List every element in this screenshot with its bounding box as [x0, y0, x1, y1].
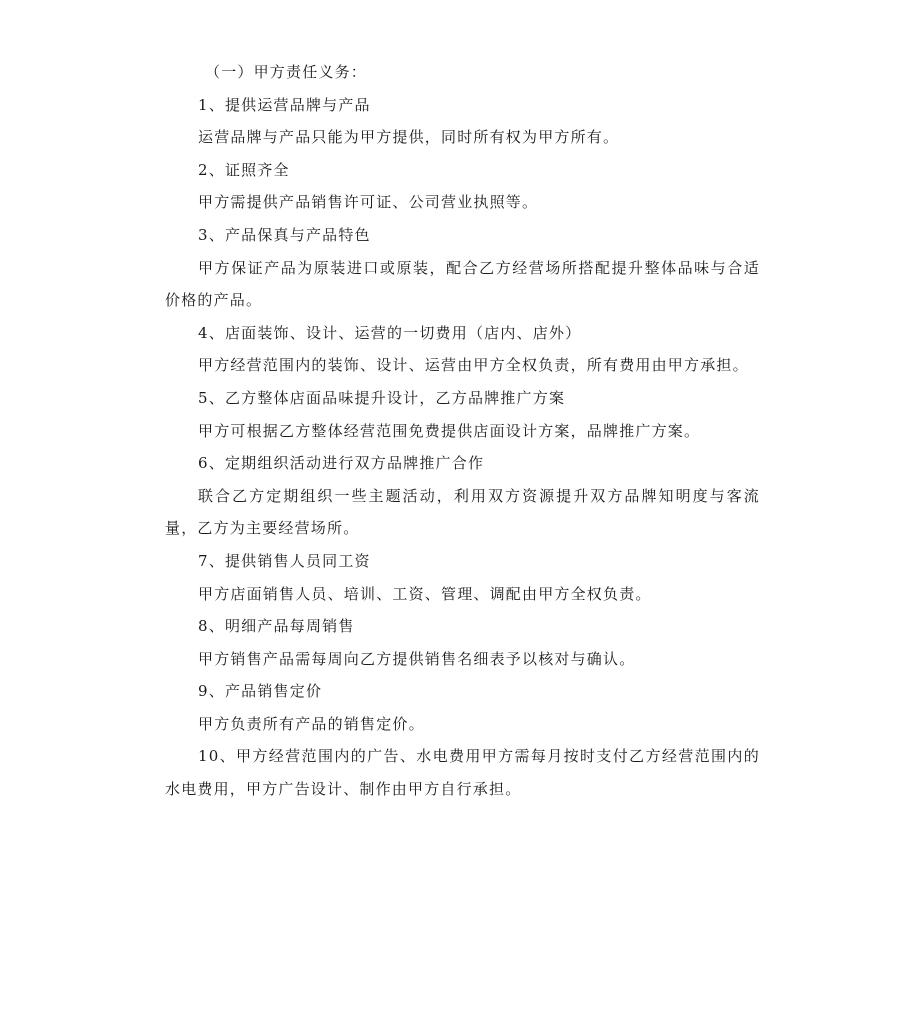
item-body-3: 甲方保证产品为原装进口或原装，配合乙方经营场所搭配提升整体品味与合适价格的产品。 [165, 258, 760, 310]
item-body-9: 甲方负责所有产品的销售定价。 [198, 714, 425, 733]
item-heading-7: 7、提供销售人员同工资 [198, 551, 371, 570]
item-body-6: 联合乙方定期组织一些主题活动，利用双方资源提升双方品牌知明度与客流量，乙方为主要经营场所。 [165, 486, 760, 538]
item-body-8: 甲方销售产品需每周向乙方提供销售名细表予以核对与确认。 [198, 649, 636, 668]
document-body [165, 56, 760, 806]
item-heading-10: 10、甲方经营范围内的广告、水电费用甲方需每月按时支付乙方经营范围内的水电费用，甲方广告设计、制作由甲方自行承担。 [165, 747, 760, 799]
item-heading-5: 5、乙方整体店面品味提升设计，乙方品牌推广方案 [198, 388, 566, 407]
item-heading-6: 6、定期组织活动进行双方品牌推广合作 [198, 454, 485, 473]
item-body-4: 甲方经营范围内的装饰、设计、运营由甲方全权负责，所有费用由甲方承担。 [198, 356, 749, 375]
item-body-1: 运营品牌与产品只能为甲方提供，同时所有权为甲方所有。 [198, 128, 620, 147]
item-heading-4: 4、店面装饰、设计、运营的一切费用（店内、店外） [198, 323, 582, 342]
item-heading-1: 1、提供运营品牌与产品 [198, 95, 371, 114]
item-body-5: 甲方可根据乙方整体经营范围免费提供店面设计方案，品牌推广方案。 [198, 421, 701, 440]
item-heading-2: 2、证照齐全 [198, 160, 290, 179]
item-heading-8: 8、明细产品每周销售 [198, 617, 355, 636]
item-heading-9: 9、产品销售定价 [198, 682, 323, 701]
item-body-2: 甲方需提供产品销售许可证、公司营业执照等。 [198, 193, 539, 212]
item-body-7: 甲方店面销售人员、培训、工资、管理、调配由甲方全权负责。 [198, 584, 652, 603]
item-heading-3: 3、产品保真与产品特色 [198, 225, 371, 244]
section-heading: （一）甲方责任义务： [205, 63, 368, 81]
